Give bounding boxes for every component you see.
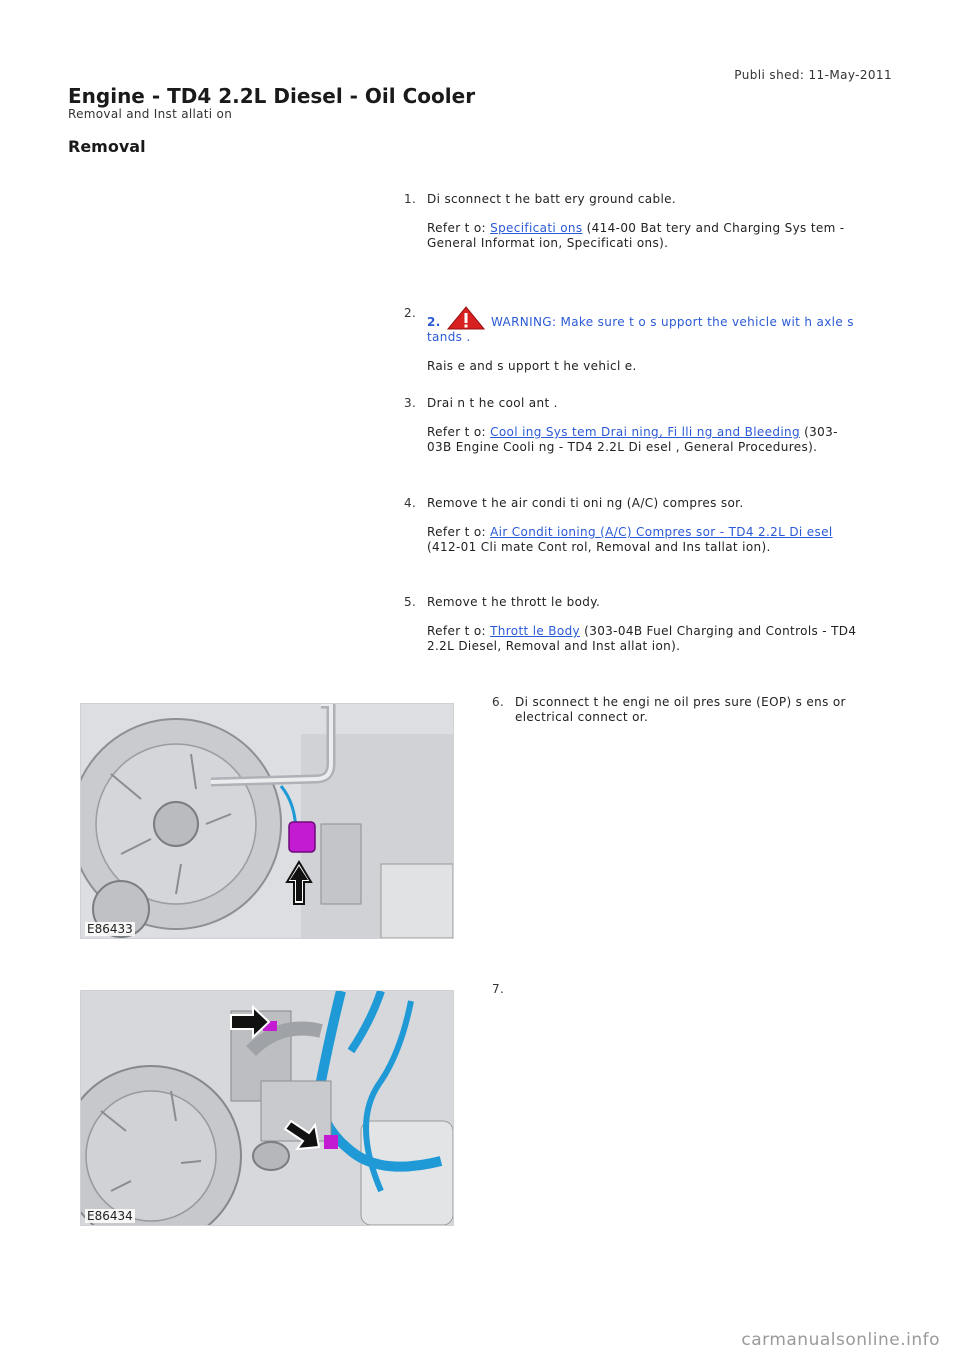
watermark: carmanualsonline.info xyxy=(741,1330,940,1350)
step-text: Drai n t he cool ant . xyxy=(427,396,558,410)
section-heading: Removal xyxy=(68,137,146,156)
ref-prefix: Refer t o: xyxy=(427,525,491,539)
step-text: Rais e and s upport t he vehicl e. xyxy=(427,359,637,373)
engine-illustration-2 xyxy=(81,991,453,1225)
warning-number: 2. xyxy=(427,315,441,329)
ref-prefix: Refer t o: xyxy=(427,425,491,439)
step-number: 1. xyxy=(404,192,417,206)
ac-compressor-link[interactable]: Air Condit ioning (A/C) Compres sor - TD4 2.2L Di esel xyxy=(490,525,833,539)
step-number: 4. xyxy=(404,496,417,510)
warning-note xyxy=(427,306,857,345)
step-text: Di sconnect t he batt ery ground cable. xyxy=(427,192,677,206)
specifications-link[interactable]: Specificati ons xyxy=(490,221,583,235)
ref-prefix: Refer t o: xyxy=(427,624,491,638)
step-number: 2. xyxy=(404,306,417,320)
step-number: 6. xyxy=(492,695,505,709)
figure-eop-sensor xyxy=(80,703,454,939)
step-reference xyxy=(427,425,857,455)
step-number: 7. xyxy=(492,982,505,996)
throttle-body-link[interactable]: Thrott le Body xyxy=(490,624,581,638)
step-text: Remove t he air condi ti oni ng (A/C) compres sor. xyxy=(427,496,744,510)
warning-triangle-icon xyxy=(447,306,485,330)
page-title: Engine - TD4 2.2L Diesel - Oil Cooler xyxy=(68,84,476,108)
step-number: 3. xyxy=(404,396,417,410)
figure-label: E86433 xyxy=(87,922,133,936)
ref-suffix: (412-01 Cli mate Cont rol, Removal and Ins tallat ion). xyxy=(427,540,771,554)
ref-prefix: Refer t o: xyxy=(427,221,491,235)
ref-suffix: (303-04B Fuel Charging and Controls - TD4 2.2L Diesel, Removal and Inst allat ion). xyxy=(427,624,857,653)
step-reference xyxy=(427,624,857,654)
cooling-system-link[interactable]: Cool ing Sys tem Drai ning, Fi lli ng and Bleeding xyxy=(490,425,800,439)
step-reference xyxy=(427,221,857,251)
step-text: Remove t he thrott le body. xyxy=(427,595,601,609)
step-reference xyxy=(427,525,857,555)
ref-suffix: (303-03B Engine Cooli ng - TD4 2.2L Di esel , General Procedures). xyxy=(427,425,838,454)
engine-illustration-1 xyxy=(81,704,453,938)
warning-text: WARNING: Make sure t o s upport the vehicle wit h axle s tands . xyxy=(427,315,854,344)
ref-suffix: (414-00 Bat tery and Charging Sys tem - General Informat ion, Specificati ons). xyxy=(427,221,845,250)
figure-engine-harness xyxy=(80,990,454,1226)
step-number: 5. xyxy=(404,595,417,609)
step-text: Di sconnect t he engi ne oil pres sure (EOP) s ens or electrical connect or. xyxy=(515,695,846,724)
page-subtitle: Removal and Inst allati on xyxy=(68,107,233,121)
published-date: Publi shed: 11-May-2011 xyxy=(734,68,892,82)
figure-label: E86434 xyxy=(87,1209,133,1223)
